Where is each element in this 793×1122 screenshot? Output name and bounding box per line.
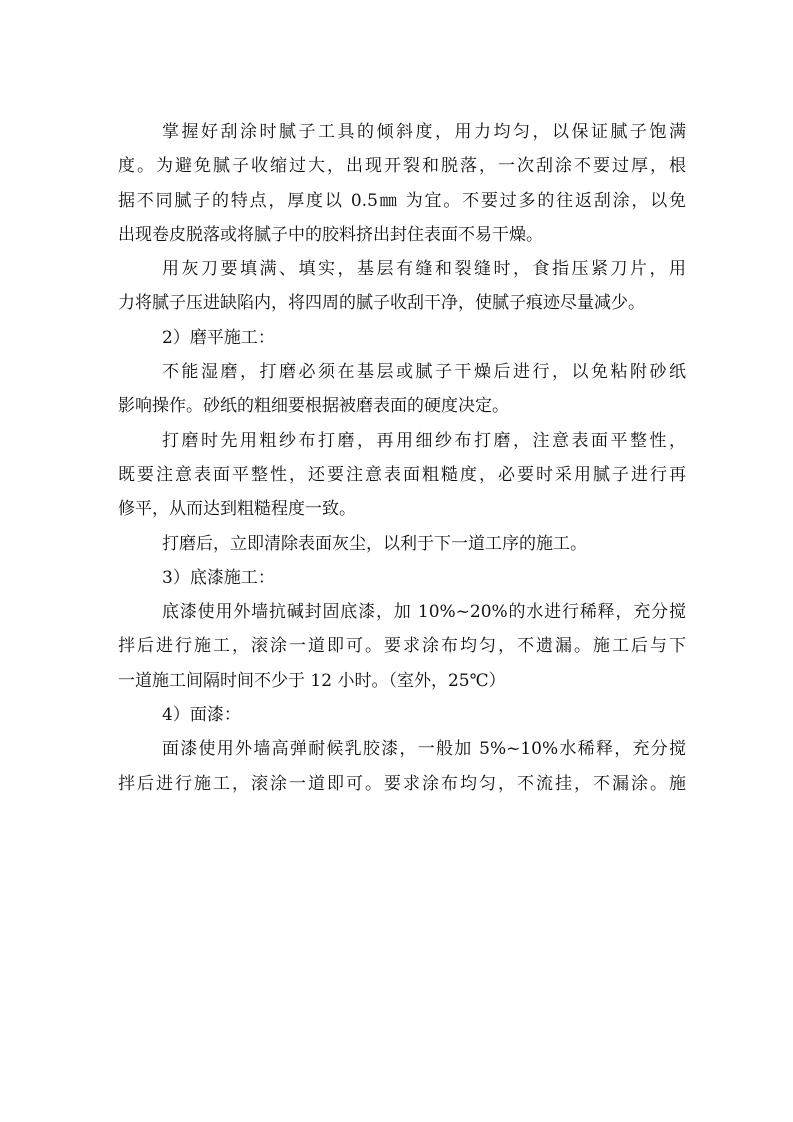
text-line: 力将腻子压进缺陷内，将四周的腻子收刮干净，使腻子痕迹尽量减少。 xyxy=(118,293,645,314)
text-line: 度。为避免腻子收缩过大，出现开裂和脱落，一次刮涂不要过厚，根 xyxy=(118,156,686,177)
text-line: 影响操作。砂纸的粗细要根据被磨表面的硬度决定。 xyxy=(118,396,509,417)
text-line: 底漆使用外墙抗碱封固底漆，加 10%~20%的水进行稀释，充分搅 xyxy=(162,602,686,623)
paragraph-no-wet-sanding xyxy=(118,357,686,426)
paragraph-topcoat-usage xyxy=(118,734,686,803)
text-line: 4）面漆： xyxy=(162,705,241,726)
text-line: 打磨后，立即清除表面灰尘，以利于下一道工序的施工。 xyxy=(162,533,587,554)
paragraph-putty-technique xyxy=(118,117,686,254)
text-line: 出现卷皮脱落或将腻子中的胶料挤出封住表面不易干燥。 xyxy=(118,224,543,245)
text-line: 既要注意表面平整性，还要注意表面粗糙度，必要时采用腻子进行再 xyxy=(118,464,686,485)
paragraph-putty-knife xyxy=(118,254,686,323)
text-line: 用灰刀要填满、填实，基层有缝和裂缝时，食指压紧刀片，用 xyxy=(162,259,686,280)
text-line: 不能湿磨，打磨必须在基层或腻子干燥后进行，以免粘附砂纸 xyxy=(162,362,686,383)
text-line: 据不同腻子的特点，厚度以 0.5㎜ 为宜。不要过多的往返刮涂，以免 xyxy=(118,190,686,211)
text-line: 3）底漆施工： xyxy=(162,567,275,588)
text-line: 拌后进行施工，滚涂一道即可。要求涂布均匀，不流挂，不漏涂。施 xyxy=(118,773,686,794)
section-heading-topcoat xyxy=(118,700,686,734)
paragraph-clear-dust xyxy=(118,529,686,563)
text-line: 面漆使用外墙高弹耐候乳胶漆，一般加 5%~10%水稀释，充分搅 xyxy=(162,739,686,760)
section-heading-sanding xyxy=(118,323,686,357)
text-line: 掌握好刮涂时腻子工具的倾斜度，用力均匀，以保证腻子饱满 xyxy=(162,122,686,142)
text-line: 打磨时先用粗纱布打磨，再用细纱布打磨，注意表面平整性， xyxy=(162,430,686,451)
document-body xyxy=(118,117,686,803)
section-heading-primer xyxy=(118,563,686,597)
text-line: 修平，从而达到粗糙程度一致。 xyxy=(118,499,356,520)
paragraph-sanding-method xyxy=(118,426,686,529)
text-line: 一道施工间隔时间不少于 12 小时。（室外，25℃） xyxy=(118,670,506,691)
text-line: 拌后进行施工，滚涂一道即可。要求涂布均匀，不遗漏。施工后与下 xyxy=(118,636,686,657)
text-line: 2）磨平施工： xyxy=(162,327,275,348)
paragraph-primer-usage xyxy=(118,597,686,700)
